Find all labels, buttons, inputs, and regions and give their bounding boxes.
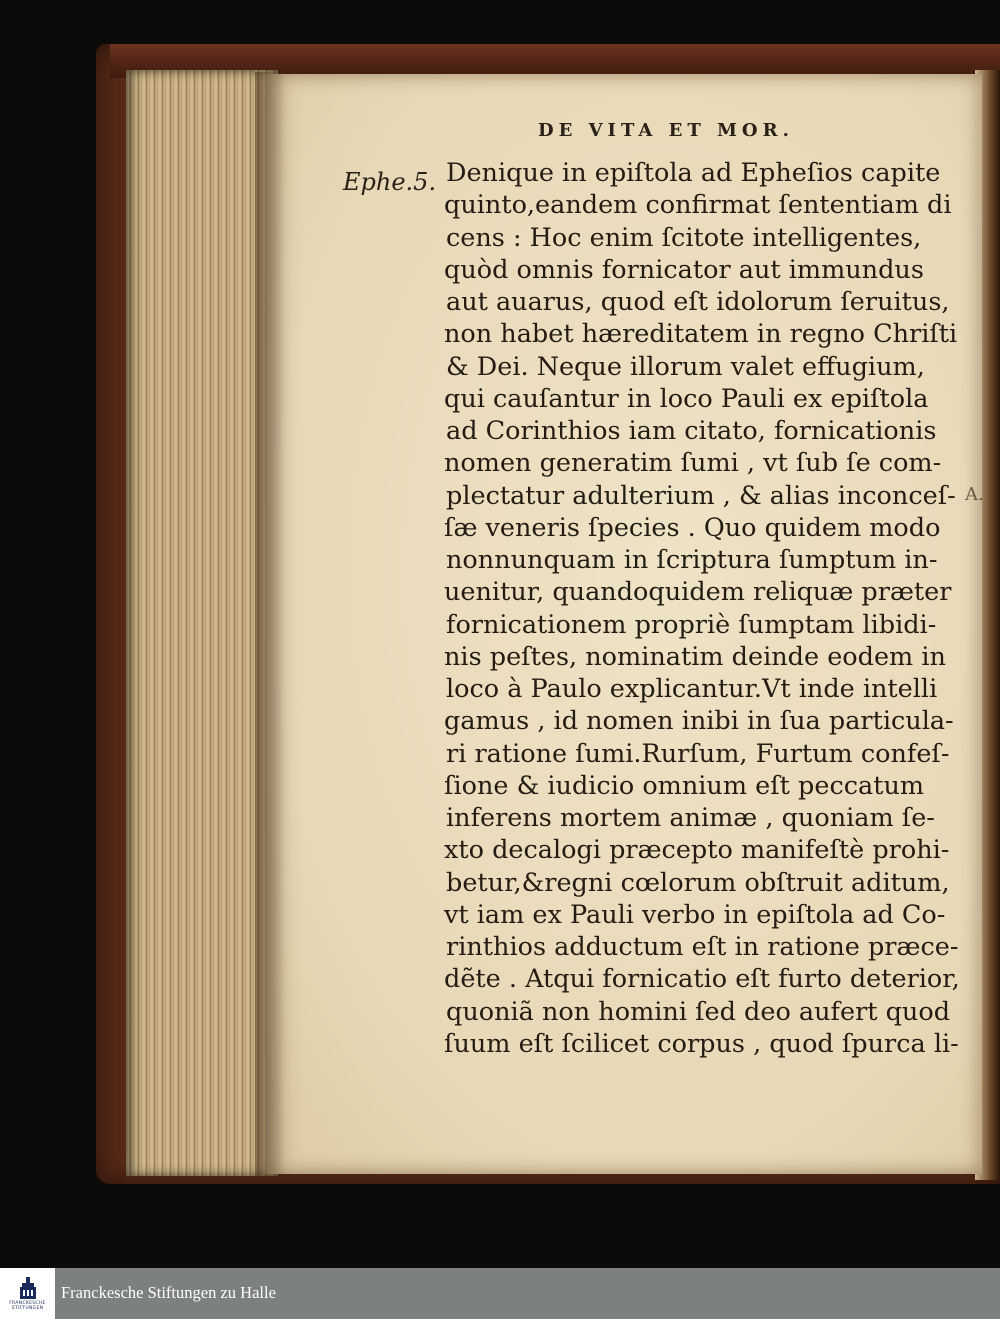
text-line: vt iam ex Pauli verbo in epiſtola ad Co-: [444, 899, 946, 930]
francke-logo[interactable]: [0, 1268, 55, 1319]
text-line: quòd omnis fornicator aut immundus: [444, 254, 924, 285]
logo-text-line: FRANCKESCHE: [9, 1300, 46, 1306]
text-line: qui cauſantur in loco Pauli ex epiſtola: [444, 383, 929, 414]
text-line: plectatur adulterium , & alias inconceſ-: [446, 480, 956, 511]
text-line: cens : Hoc enim ſcitote intelligentes,: [446, 222, 922, 253]
text-line: & Dei. Neque illorum valet effugium,: [446, 351, 925, 382]
viewer-footer: [0, 1268, 1000, 1319]
text-line: betur,&regni cœlorum obſtruit aditum,: [446, 867, 950, 898]
institution-name: Franckesche Stiftungen zu Halle: [61, 1283, 276, 1302]
text-line: gamus , id nomen inibi in ſua particula-: [444, 706, 954, 737]
text-line: nonnunquam in ſcriptura ſumptum in-: [446, 545, 938, 575]
text-line: dẽte . Atqui fornicatio eſt furto deterior,: [444, 964, 960, 995]
text-line: fornicationem propriè ſumptam libidi-: [446, 609, 937, 640]
page-shadow: [255, 72, 285, 1176]
institution-building-icon: [19, 1277, 37, 1299]
text-line: ri ratione ſumi.Rurſum, Furtum confeſ-: [446, 738, 950, 769]
text-line: ad Corinthios iam citato, fornicationis: [446, 416, 937, 446]
logo-text-line: STIFTUNGEN: [11, 1305, 44, 1311]
marginal-note: Ephe.5.: [343, 168, 437, 196]
text-line: nis peſtes, nominatim deinde eodem in: [444, 641, 946, 672]
text-line: quoniã non homini ſed deo aufert quod: [446, 996, 951, 1027]
text-line: inferens mortem animæ , quoniam ſe-: [446, 803, 935, 833]
page-text: [444, 157, 960, 1060]
text-line: xto decalogi præcepto manifeſtè prohi-: [444, 835, 950, 866]
text-line: uenitur, quandoquidem reliquæ præter: [444, 577, 952, 608]
text-line: non habet hæreditatem in regno Chriſti: [444, 319, 958, 350]
text-line: Denique in epiſtola ad Epheſios capite: [446, 158, 941, 188]
text-line: ſione & iudicio omnium eſt peccatum: [444, 770, 925, 801]
running-header: DE VITA ET MOR.: [538, 120, 794, 141]
margin-mark: A.: [965, 484, 984, 505]
text-line: nomen generatim ſumi , vt ſub ſe com-: [444, 448, 942, 479]
text-line: aut auarus, quod eſt idolorum ſeruitus,: [446, 287, 950, 317]
logo-wordmark: [9, 1301, 45, 1311]
text-line: rinthios adductum eſt in ratione præce-: [446, 932, 959, 962]
text-line: quinto,eandem confirmat ſententiam di: [444, 190, 952, 221]
text-line: ſæ veneris ſpecies . Quo quidem modo: [444, 512, 941, 543]
text-line: loco à Paulo explicantur.Vt inde intelli: [446, 674, 938, 704]
text-line: ſuum eſt ſcilicet corpus , quod ſpurca li-: [444, 1028, 959, 1059]
